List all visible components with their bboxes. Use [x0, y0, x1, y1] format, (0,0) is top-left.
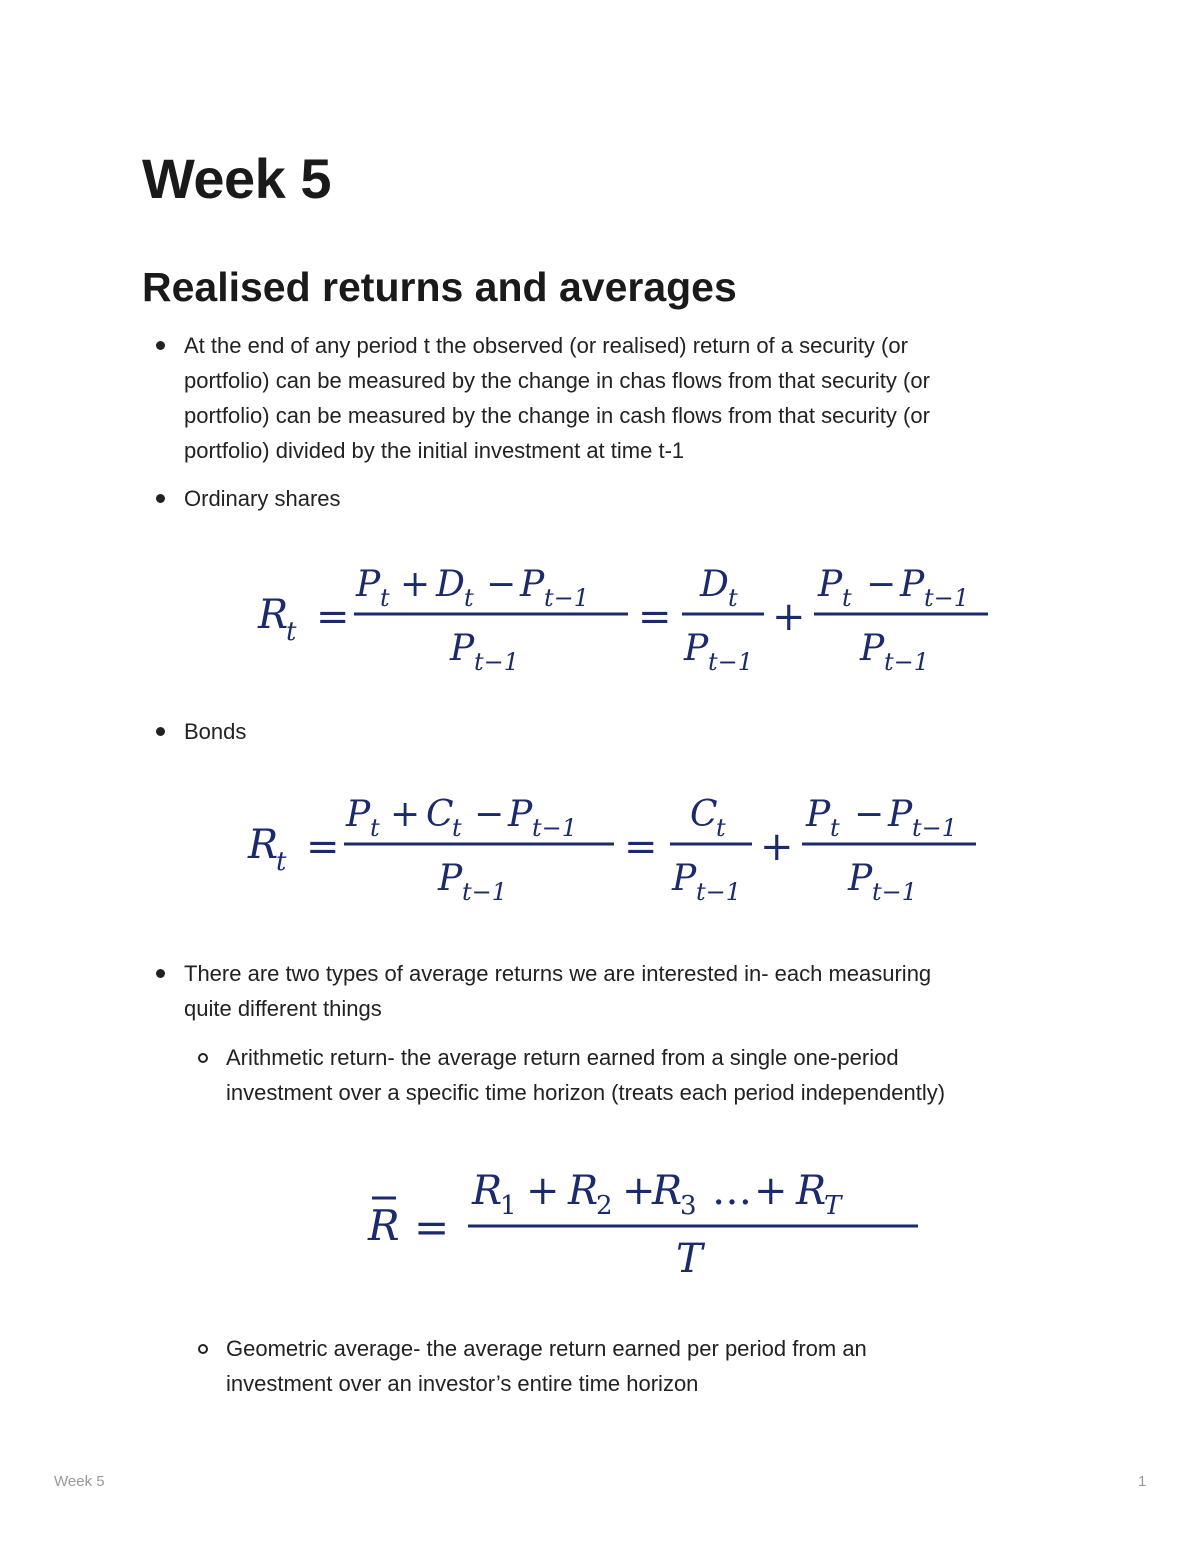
text-line: portfolio) divided by the initial investment at time t-1	[184, 438, 685, 463]
bullet-dot	[156, 727, 165, 736]
svg-text:t−1: t−1	[912, 814, 958, 842]
svg-text:+: +	[772, 594, 806, 640]
text-line: portfolio) can be measured by the change in chas flows from that security (or	[184, 368, 930, 393]
text-line: Ordinary shares	[184, 486, 341, 511]
subbullet-geometric-average	[226, 1331, 1126, 1401]
svg-text:C: C	[426, 794, 454, 835]
svg-text:t: t	[842, 584, 852, 612]
subbullet-arithmetic-return	[226, 1040, 1126, 1110]
svg-text:R: R	[248, 822, 279, 868]
svg-text:R: R	[472, 1168, 503, 1214]
svg-text:+: +	[526, 1168, 560, 1214]
text-line: Bonds	[184, 719, 247, 744]
svg-text:t−1: t−1	[708, 648, 754, 676]
svg-text:D: D	[436, 564, 465, 605]
svg-text:P: P	[818, 564, 843, 605]
svg-text:C: C	[690, 794, 718, 835]
svg-text:t−1: t−1	[462, 878, 508, 906]
svg-text:−: −	[486, 564, 517, 605]
bullet-dot	[156, 341, 165, 350]
svg-text:P: P	[520, 564, 545, 605]
svg-text:t−1: t−1	[884, 648, 930, 676]
svg-text:R: R	[652, 1168, 683, 1214]
equation-arithmetic-average	[360, 1160, 940, 1290]
section-heading: Realised returns and averages	[142, 264, 737, 310]
page-title: Week 5	[142, 147, 331, 210]
svg-text:P: P	[672, 858, 697, 899]
svg-text:T: T	[676, 1236, 703, 1282]
svg-text:P: P	[684, 628, 709, 669]
subbullet-ring	[198, 1344, 208, 1354]
svg-text:P: P	[450, 628, 475, 669]
svg-text:+: +	[400, 564, 431, 605]
bullet-dot	[156, 969, 165, 978]
svg-text:=: =	[414, 1203, 450, 1252]
svg-text:T: T	[824, 1191, 842, 1221]
svg-text:−: −	[854, 794, 885, 835]
svg-text:P: P	[860, 628, 885, 669]
svg-text:t−1: t−1	[474, 648, 520, 676]
svg-text:P: P	[508, 794, 533, 835]
bullet-realised-return	[184, 328, 1084, 468]
svg-text:−: −	[474, 794, 505, 835]
bullet-ordinary-shares	[184, 481, 341, 516]
svg-text:P: P	[438, 858, 463, 899]
svg-text:t−1: t−1	[544, 584, 590, 612]
svg-text:t: t	[716, 814, 726, 842]
svg-text:…: …	[712, 1168, 752, 1214]
svg-text:t: t	[452, 814, 462, 842]
text-line: portfolio) can be measured by the change in cash flows from that security (or	[184, 403, 930, 428]
svg-text:2: 2	[596, 1191, 613, 1221]
bullet-bonds	[184, 714, 246, 749]
svg-text:P: P	[346, 794, 371, 835]
text-line: Geometric average- the average return earned per period from an	[226, 1336, 867, 1361]
text-line: Arithmetic return- the average return earned from a single one-period	[226, 1045, 899, 1070]
svg-text:t: t	[370, 814, 380, 842]
svg-text:P: P	[888, 794, 913, 835]
svg-text:t−1: t−1	[532, 814, 578, 842]
svg-text:P: P	[806, 794, 831, 835]
svg-text:−: −	[866, 564, 897, 605]
svg-text:t−1: t−1	[872, 878, 918, 906]
svg-text:=: =	[316, 594, 350, 640]
svg-text:t: t	[728, 584, 738, 612]
svg-text:3: 3	[680, 1191, 697, 1221]
svg-text:t: t	[286, 617, 297, 647]
footer-document-title: Week 5	[54, 1473, 105, 1490]
equation-shares-return	[250, 550, 1010, 680]
svg-text:+: +	[390, 794, 421, 835]
text-line: investment over an investor’s entire time horizon	[226, 1371, 699, 1396]
svg-text:R: R	[568, 1168, 599, 1214]
svg-text:t−1: t−1	[696, 878, 742, 906]
svg-text:t: t	[380, 584, 390, 612]
svg-text:P: P	[356, 564, 381, 605]
svg-text:R: R	[368, 1201, 400, 1250]
svg-text:t: t	[276, 847, 287, 877]
text-line: There are two types of average returns we are interested in- each measuring	[184, 961, 932, 986]
svg-text:1: 1	[500, 1191, 517, 1221]
svg-text:+: +	[754, 1168, 788, 1214]
svg-text:t: t	[830, 814, 840, 842]
bullet-dot	[156, 494, 165, 503]
subbullet-ring	[198, 1053, 208, 1063]
svg-text:R: R	[796, 1168, 827, 1214]
svg-text:+: +	[622, 1168, 656, 1214]
svg-text:+: +	[760, 824, 794, 870]
equation-bonds-return	[240, 780, 1000, 910]
svg-text:=: =	[624, 824, 658, 870]
svg-text:=: =	[638, 594, 672, 640]
svg-text:t: t	[464, 584, 474, 612]
text-line: quite different things	[184, 996, 382, 1021]
svg-text:t−1: t−1	[924, 584, 970, 612]
svg-text:D: D	[700, 564, 729, 605]
svg-text:=: =	[306, 824, 340, 870]
svg-text:P: P	[900, 564, 925, 605]
text-line: investment over a specific time horizon (treats each period independently)	[226, 1080, 946, 1105]
svg-text:R: R	[258, 592, 289, 638]
footer-page-number: 1	[1138, 1473, 1147, 1490]
text-line: At the end of any period t the observed (or realised) return of a security (or	[184, 333, 908, 358]
svg-text:P: P	[848, 858, 873, 899]
bullet-average-returns	[184, 956, 1084, 1026]
